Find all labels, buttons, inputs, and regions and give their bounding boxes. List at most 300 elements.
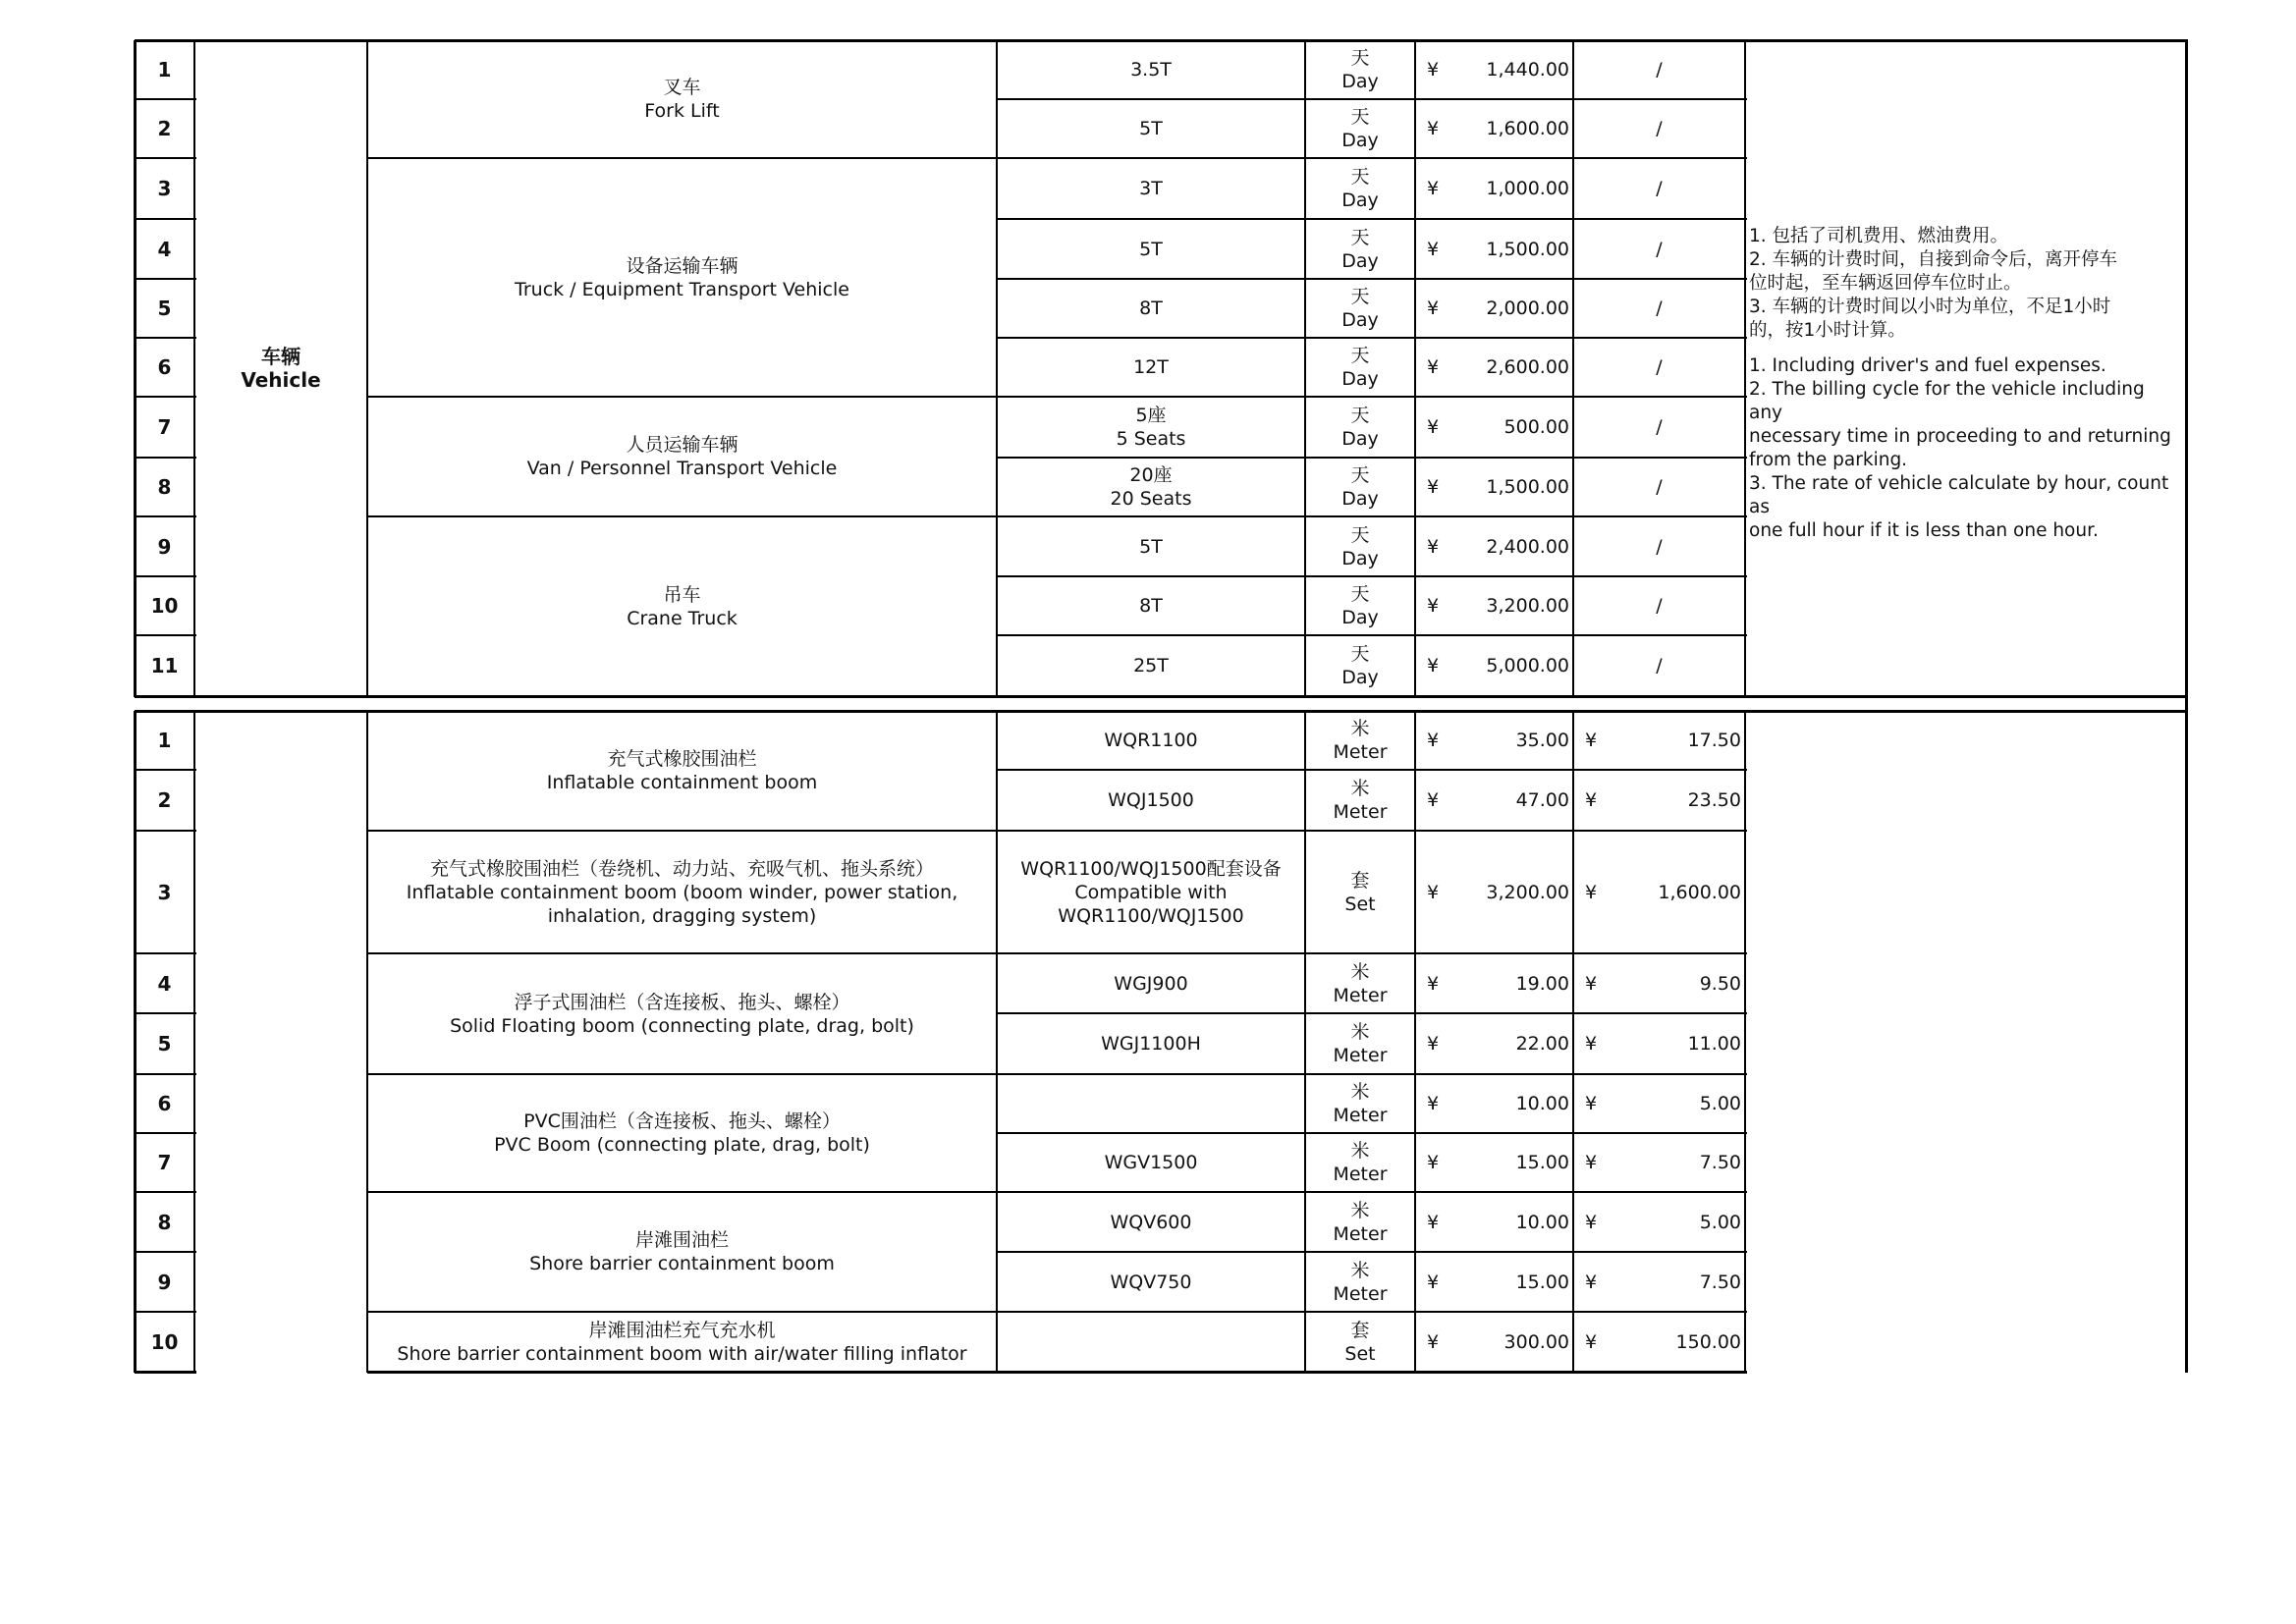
unit-stack	[1341, 105, 1379, 152]
billing-note-line: 2. 车辆的计费时间，自接到命令后，离开停车	[1749, 249, 2118, 270]
spec-text: WQR1100/WQJ1500配套设备 Compatible with WQR1100/WQJ1500	[1020, 857, 1282, 927]
spec-cell	[997, 953, 1305, 1013]
row-number-text: 1	[157, 729, 172, 752]
unit-cell	[1305, 158, 1415, 219]
item-group-en: Crane Truck	[627, 607, 738, 629]
grid-line	[996, 40, 998, 697]
spec-text: 3.5T	[1130, 59, 1172, 81]
unit-en: Set	[1344, 893, 1376, 915]
spec-cell	[997, 279, 1305, 338]
unit-cn: 米	[1350, 1259, 1370, 1281]
unit-en: Meter	[1333, 1045, 1388, 1066]
price-value: 19.00	[1515, 972, 1569, 995]
price-cell	[1415, 338, 1573, 397]
item-group-name	[367, 516, 997, 696]
grid-line	[997, 1132, 1747, 1134]
unit-en: Day	[1341, 547, 1379, 569]
spec-cell	[997, 1133, 1305, 1192]
unit-cell	[1305, 279, 1415, 338]
spec-text: 3T	[1139, 178, 1163, 199]
item-group-text: PVC围油栏（含连接板、拖头、螺栓） PVC Boom (connecting plate, drag, bolt)	[494, 1110, 870, 1156]
item-group-stack	[627, 583, 738, 630]
unit-cell	[1305, 516, 1415, 576]
unit-stack	[1333, 960, 1387, 1007]
row-number-text: 6	[157, 355, 172, 379]
unit-stack	[1341, 642, 1379, 689]
spec-text: WGJ1100H	[1101, 1033, 1201, 1055]
price-half-value: /	[1656, 238, 1663, 260]
price-half-cell	[1573, 279, 1745, 338]
price-half-value: 9.50	[1699, 972, 1741, 995]
unit-stack	[1333, 717, 1387, 764]
unit-cell	[1305, 219, 1415, 279]
spec-cell	[997, 158, 1305, 219]
price-value: 10.00	[1515, 1211, 1569, 1233]
price-cell	[1415, 516, 1573, 576]
price-half-cell	[1573, 158, 1745, 219]
price-cell	[1415, 397, 1573, 458]
grid-line	[135, 1311, 196, 1313]
grid-line	[997, 278, 1747, 280]
price-half-value: /	[1656, 178, 1663, 199]
unit-stack	[1344, 869, 1375, 916]
grid-line	[997, 1012, 1747, 1014]
price-cell	[1415, 711, 1573, 770]
unit-cell	[1305, 40, 1415, 99]
row-number-text: 3	[157, 880, 172, 904]
spec-text: WGV1500	[1104, 1152, 1198, 1173]
grid-line	[135, 830, 196, 832]
item-group-cn: 设备运输车辆	[626, 254, 738, 277]
row-number	[135, 576, 194, 635]
unit-stack	[1333, 1020, 1387, 1067]
price-half-cell	[1573, 338, 1745, 397]
grid-line	[1414, 711, 1416, 1373]
item-group-text: 充气式橡胶围油栏 Inflatable containment boom	[546, 748, 818, 793]
item-group-name	[367, 1074, 997, 1192]
spec-text: WQJ1500	[1108, 789, 1194, 811]
price-value: 2,400.00	[1486, 535, 1569, 558]
grid-line	[1744, 711, 1746, 1373]
price-cell	[1415, 40, 1573, 99]
spec-cell	[997, 635, 1305, 696]
price-cell	[1415, 831, 1573, 953]
unit-stack	[1333, 1080, 1387, 1127]
item-group-en: Fork Lift	[644, 100, 720, 122]
grid-line	[997, 457, 1747, 459]
unit-cell	[1305, 1074, 1415, 1133]
item-group-name	[367, 711, 997, 831]
grid-line	[135, 710, 2188, 713]
unit-en: Meter	[1333, 1105, 1388, 1126]
unit-en: Meter	[1333, 801, 1388, 823]
row-number-text: 9	[157, 1270, 172, 1294]
price-half-value: /	[1656, 655, 1663, 677]
spec-cell	[997, 1192, 1305, 1252]
row-number-text: 9	[157, 534, 172, 559]
unit-cn: 米	[1350, 960, 1370, 983]
unit-cn: 米	[1350, 778, 1370, 799]
price-value: 5,000.00	[1486, 655, 1569, 677]
price-cell	[1415, 576, 1573, 635]
spec-text: WGJ900	[1114, 972, 1188, 995]
spec-cell	[997, 1252, 1305, 1312]
currency-symbol: ¥	[1585, 789, 1598, 811]
spec-cell	[997, 1074, 1305, 1133]
grid-line	[996, 711, 998, 1373]
price-half-value: 7.50	[1699, 1152, 1741, 1173]
row-number	[135, 831, 194, 953]
price-cell	[1415, 279, 1573, 338]
unit-en: Day	[1341, 71, 1379, 92]
item-group-cn: 叉车	[663, 77, 701, 98]
unit-cn: 天	[1350, 643, 1370, 665]
row-number	[135, 1133, 194, 1192]
currency-symbol: ¥	[1427, 238, 1440, 260]
price-cell	[1415, 219, 1573, 279]
unit-cell	[1305, 1133, 1415, 1192]
row-number	[135, 458, 194, 516]
grid-line	[997, 337, 1747, 339]
row-number	[135, 279, 194, 338]
unit-cn: 米	[1350, 1081, 1370, 1103]
spec-cell	[997, 99, 1305, 158]
price-value: 1,000.00	[1486, 178, 1569, 199]
currency-symbol: ¥	[1427, 789, 1440, 811]
grid-line	[193, 40, 195, 697]
unit-cell	[1305, 953, 1415, 1013]
grid-line	[135, 1251, 196, 1253]
price-half-cell	[1573, 219, 1745, 279]
unit-stack	[1341, 582, 1379, 629]
grid-line	[134, 711, 137, 1373]
price-half-value: 150.00	[1675, 1330, 1741, 1353]
grid-line	[1414, 40, 1416, 697]
unit-en: Day	[1341, 249, 1379, 272]
spec-text: 12T	[1133, 356, 1169, 378]
unit-en: Set	[1344, 1342, 1376, 1365]
unit-cell	[1305, 397, 1415, 458]
price-half-cell	[1573, 1192, 1745, 1252]
unit-cn: 套	[1350, 1319, 1370, 1341]
row-number-text: 4	[157, 237, 172, 261]
row-number	[135, 635, 194, 696]
unit-cn: 米	[1350, 1021, 1370, 1043]
grid-line	[135, 218, 196, 220]
grid-line	[135, 278, 196, 280]
row-number-text: 1	[157, 58, 172, 81]
grid-line	[367, 1311, 1747, 1313]
row-number	[135, 1312, 194, 1372]
grid-line	[367, 157, 1747, 159]
price-cell	[1415, 1074, 1573, 1133]
price-cell	[1415, 1133, 1573, 1192]
price-cell	[1415, 1192, 1573, 1252]
spec-cell	[997, 338, 1305, 397]
spec-cell	[997, 770, 1305, 831]
unit-cell	[1305, 831, 1415, 953]
currency-symbol: ¥	[1427, 1152, 1440, 1173]
unit-en: Day	[1341, 309, 1379, 331]
price-value: 35.00	[1515, 730, 1569, 751]
grid-line	[135, 695, 2188, 698]
grid-line	[997, 769, 1747, 771]
price-half-cell	[1573, 397, 1745, 458]
grid-line	[367, 1371, 1747, 1374]
currency-symbol: ¥	[1427, 1330, 1440, 1353]
grid-line	[997, 634, 1747, 636]
price-half-value: 7.50	[1699, 1271, 1741, 1293]
unit-cn: 米	[1350, 1140, 1370, 1162]
row-number-text: 11	[150, 654, 179, 677]
row-number	[135, 1192, 194, 1252]
grid-line	[1572, 711, 1574, 1373]
spec-text: WQV750	[1110, 1271, 1192, 1293]
billing-note-line: 1. Including driver's and fuel expenses.	[1749, 355, 2106, 376]
unit-stack	[1344, 1319, 1375, 1366]
item-group-cn: 吊车	[663, 583, 701, 606]
unit-stack	[1341, 165, 1379, 212]
price-value: 1,600.00	[1486, 118, 1569, 139]
row-number	[135, 711, 194, 770]
unit-cell	[1305, 1252, 1415, 1312]
grid-line	[135, 98, 196, 100]
row-number-text: 2	[157, 788, 172, 812]
item-group-name	[367, 1312, 997, 1372]
row-number-text: 10	[150, 1329, 179, 1354]
price-value: 2,600.00	[1486, 356, 1569, 378]
price-cell	[1415, 1252, 1573, 1312]
price-half-cell	[1573, 1252, 1745, 1312]
price-value: 15.00	[1515, 1271, 1569, 1293]
spec-text: 5座 5 Seats	[1116, 405, 1186, 450]
unit-cn: 套	[1350, 869, 1370, 892]
item-group-text: 浮子式围油栏（含连接板、拖头、螺栓） Solid Floating boom (connecting plate, drag, bolt)	[450, 991, 914, 1037]
grid-line	[367, 1191, 1747, 1193]
item-group-name	[367, 397, 997, 516]
price-half-value: /	[1656, 535, 1663, 558]
currency-symbol: ¥	[1427, 972, 1440, 995]
row-number-text: 7	[157, 1151, 172, 1174]
price-half-cell	[1573, 831, 1745, 953]
grid-line	[135, 457, 196, 459]
billing-note-line: from the parking.	[1749, 450, 1908, 470]
item-group-name	[367, 953, 997, 1074]
item-group-name	[367, 40, 997, 158]
spec-text: 8T	[1139, 595, 1163, 617]
spec-cell	[997, 1312, 1305, 1372]
unit-stack	[1341, 226, 1379, 273]
price-half-cell	[1573, 458, 1745, 516]
currency-symbol: ¥	[1585, 730, 1598, 751]
grid-line	[1744, 40, 1746, 697]
spec-text: 20座 20 Seats	[1110, 464, 1192, 510]
price-cell	[1415, 458, 1573, 516]
grid-line	[135, 1371, 196, 1374]
grid-line	[997, 575, 1747, 577]
unit-stack	[1341, 463, 1379, 511]
grid-line	[1572, 40, 1574, 697]
price-half-cell	[1573, 576, 1745, 635]
price-value: 22.00	[1515, 1033, 1569, 1055]
item-group-stack	[527, 433, 838, 480]
price-value: 500.00	[1503, 416, 1569, 438]
price-half-cell	[1573, 516, 1745, 576]
row-number-text: 8	[157, 1210, 172, 1234]
unit-en: Meter	[1333, 741, 1388, 763]
item-group-text: 岸滩围油栏充气充水机 Shore barrier containment boom with air/water filling inflator	[397, 1319, 967, 1365]
price-half-value: /	[1656, 416, 1663, 438]
row-number	[135, 397, 194, 458]
item-group-text: 充气式橡胶围油栏（卷绕机、动力站、充吸气机、拖头系统） Inflatable containment boom (boom winder, power station, inhalation, dragging system)	[406, 857, 958, 927]
currency-symbol: ¥	[1427, 298, 1440, 319]
unit-en: Meter	[1333, 984, 1388, 1006]
spec-cell	[997, 219, 1305, 279]
billing-note-line: 位时起，至车辆返回停车位时止。	[1749, 273, 2022, 294]
grid-line	[997, 1251, 1747, 1253]
currency-symbol: ¥	[1427, 118, 1440, 139]
grid-line	[2185, 40, 2188, 1373]
item-group-name	[367, 1192, 997, 1312]
price-half-value: 11.00	[1687, 1033, 1741, 1055]
price-cell	[1415, 1013, 1573, 1074]
currency-symbol: ¥	[1427, 881, 1440, 903]
unit-cn: 天	[1350, 464, 1370, 486]
price-half-value: /	[1656, 59, 1663, 81]
currency-symbol: ¥	[1427, 59, 1440, 81]
grid-line	[135, 1012, 196, 1014]
item-group-en: Truck / Equipment Transport Vehicle	[515, 278, 849, 300]
billing-note-line: 3. The rate of vehicle calculate by hour, count as	[1749, 473, 2169, 517]
currency-symbol: ¥	[1585, 972, 1598, 995]
unit-cn: 天	[1350, 166, 1370, 188]
price-half-value: /	[1656, 298, 1663, 319]
currency-symbol: ¥	[1427, 416, 1440, 438]
price-half-cell	[1573, 40, 1745, 99]
item-group-name	[367, 158, 997, 397]
unit-cn: 天	[1350, 583, 1370, 605]
price-value: 300.00	[1503, 1330, 1569, 1353]
spec-text: WQV600	[1110, 1211, 1192, 1233]
currency-symbol: ¥	[1427, 1211, 1440, 1233]
currency-symbol: ¥	[1585, 1093, 1598, 1114]
currency-symbol: ¥	[1427, 178, 1440, 199]
grid-line	[135, 575, 196, 577]
grid-line	[135, 515, 196, 517]
row-number	[135, 158, 194, 219]
price-cell	[1415, 953, 1573, 1013]
item-group-stack	[515, 254, 849, 301]
row-number-text: 4	[157, 971, 172, 996]
unit-en: Meter	[1333, 1282, 1388, 1305]
currency-symbol: ¥	[1427, 1271, 1440, 1293]
price-half-value: /	[1656, 595, 1663, 617]
spec-cell	[997, 397, 1305, 458]
grid-line	[366, 40, 368, 697]
currency-symbol: ¥	[1585, 1330, 1598, 1353]
row-number	[135, 338, 194, 397]
price-cell	[1415, 1312, 1573, 1372]
price-value: 1,440.00	[1486, 59, 1569, 81]
row-number	[135, 1252, 194, 1312]
unit-stack	[1341, 285, 1379, 332]
grid-line	[367, 952, 1747, 954]
price-half-value: 5.00	[1699, 1093, 1741, 1114]
price-cell	[1415, 770, 1573, 831]
item-group-cn: 人员运输车辆	[626, 434, 738, 456]
unit-cn: 天	[1350, 405, 1370, 426]
grid-line	[367, 830, 1747, 832]
currency-symbol: ¥	[1585, 1211, 1598, 1233]
currency-symbol: ¥	[1585, 881, 1598, 903]
spec-cell	[997, 831, 1305, 953]
price-value: 1,500.00	[1486, 476, 1569, 498]
unit-cn: 天	[1350, 345, 1370, 366]
unit-stack	[1333, 1259, 1387, 1306]
currency-symbol: ¥	[1427, 595, 1440, 617]
unit-stack	[1333, 1139, 1387, 1186]
unit-stack	[1333, 1199, 1387, 1246]
unit-cn: 天	[1350, 523, 1370, 546]
currency-symbol: ¥	[1585, 1152, 1598, 1173]
row-number	[135, 1013, 194, 1074]
price-half-cell	[1573, 1074, 1745, 1133]
spec-cell	[997, 576, 1305, 635]
price-cell	[1415, 99, 1573, 158]
grid-line	[367, 515, 1747, 517]
item-group-name	[367, 831, 997, 953]
row-number	[135, 516, 194, 576]
spec-text: 5T	[1139, 535, 1163, 558]
unit-en: Meter	[1333, 1222, 1388, 1245]
unit-cell	[1305, 99, 1415, 158]
item-group-stack	[644, 76, 719, 123]
grid-line	[997, 218, 1747, 220]
unit-en: Day	[1341, 189, 1379, 211]
row-number-text: 5	[157, 1032, 172, 1056]
price-half-cell	[1573, 1133, 1745, 1192]
unit-en: Day	[1341, 428, 1379, 450]
unit-cell	[1305, 458, 1415, 516]
item-group-text: 岸滩围油栏 Shore barrier containment boom	[529, 1229, 835, 1274]
spec-text: 8T	[1139, 298, 1163, 319]
price-half-value: 23.50	[1687, 789, 1741, 811]
spec-text: WQR1100	[1104, 730, 1198, 751]
currency-symbol: ¥	[1427, 356, 1440, 378]
price-half-value: 1,600.00	[1658, 881, 1741, 903]
unit-cell	[1305, 770, 1415, 831]
price-half-value: 5.00	[1699, 1211, 1741, 1233]
unit-en: Day	[1341, 667, 1379, 688]
unit-cn: 天	[1350, 226, 1370, 248]
spec-text: 25T	[1133, 655, 1169, 677]
unit-cell	[1305, 711, 1415, 770]
currency-symbol: ¥	[1427, 1093, 1440, 1114]
unit-cell	[1305, 1013, 1415, 1074]
unit-cell	[1305, 576, 1415, 635]
unit-stack	[1341, 46, 1379, 93]
billing-notes-text	[1749, 225, 2182, 543]
item-group-en: Van / Personnel Transport Vehicle	[526, 458, 838, 479]
unit-stack	[1333, 777, 1387, 824]
billing-note-line: necessary time in proceeding to and returning	[1749, 426, 2171, 447]
row-number	[135, 770, 194, 831]
row-number	[135, 1074, 194, 1133]
row-number	[135, 219, 194, 279]
price-cell	[1415, 635, 1573, 696]
price-half-cell	[1573, 635, 1745, 696]
unit-en: Meter	[1333, 1164, 1388, 1185]
